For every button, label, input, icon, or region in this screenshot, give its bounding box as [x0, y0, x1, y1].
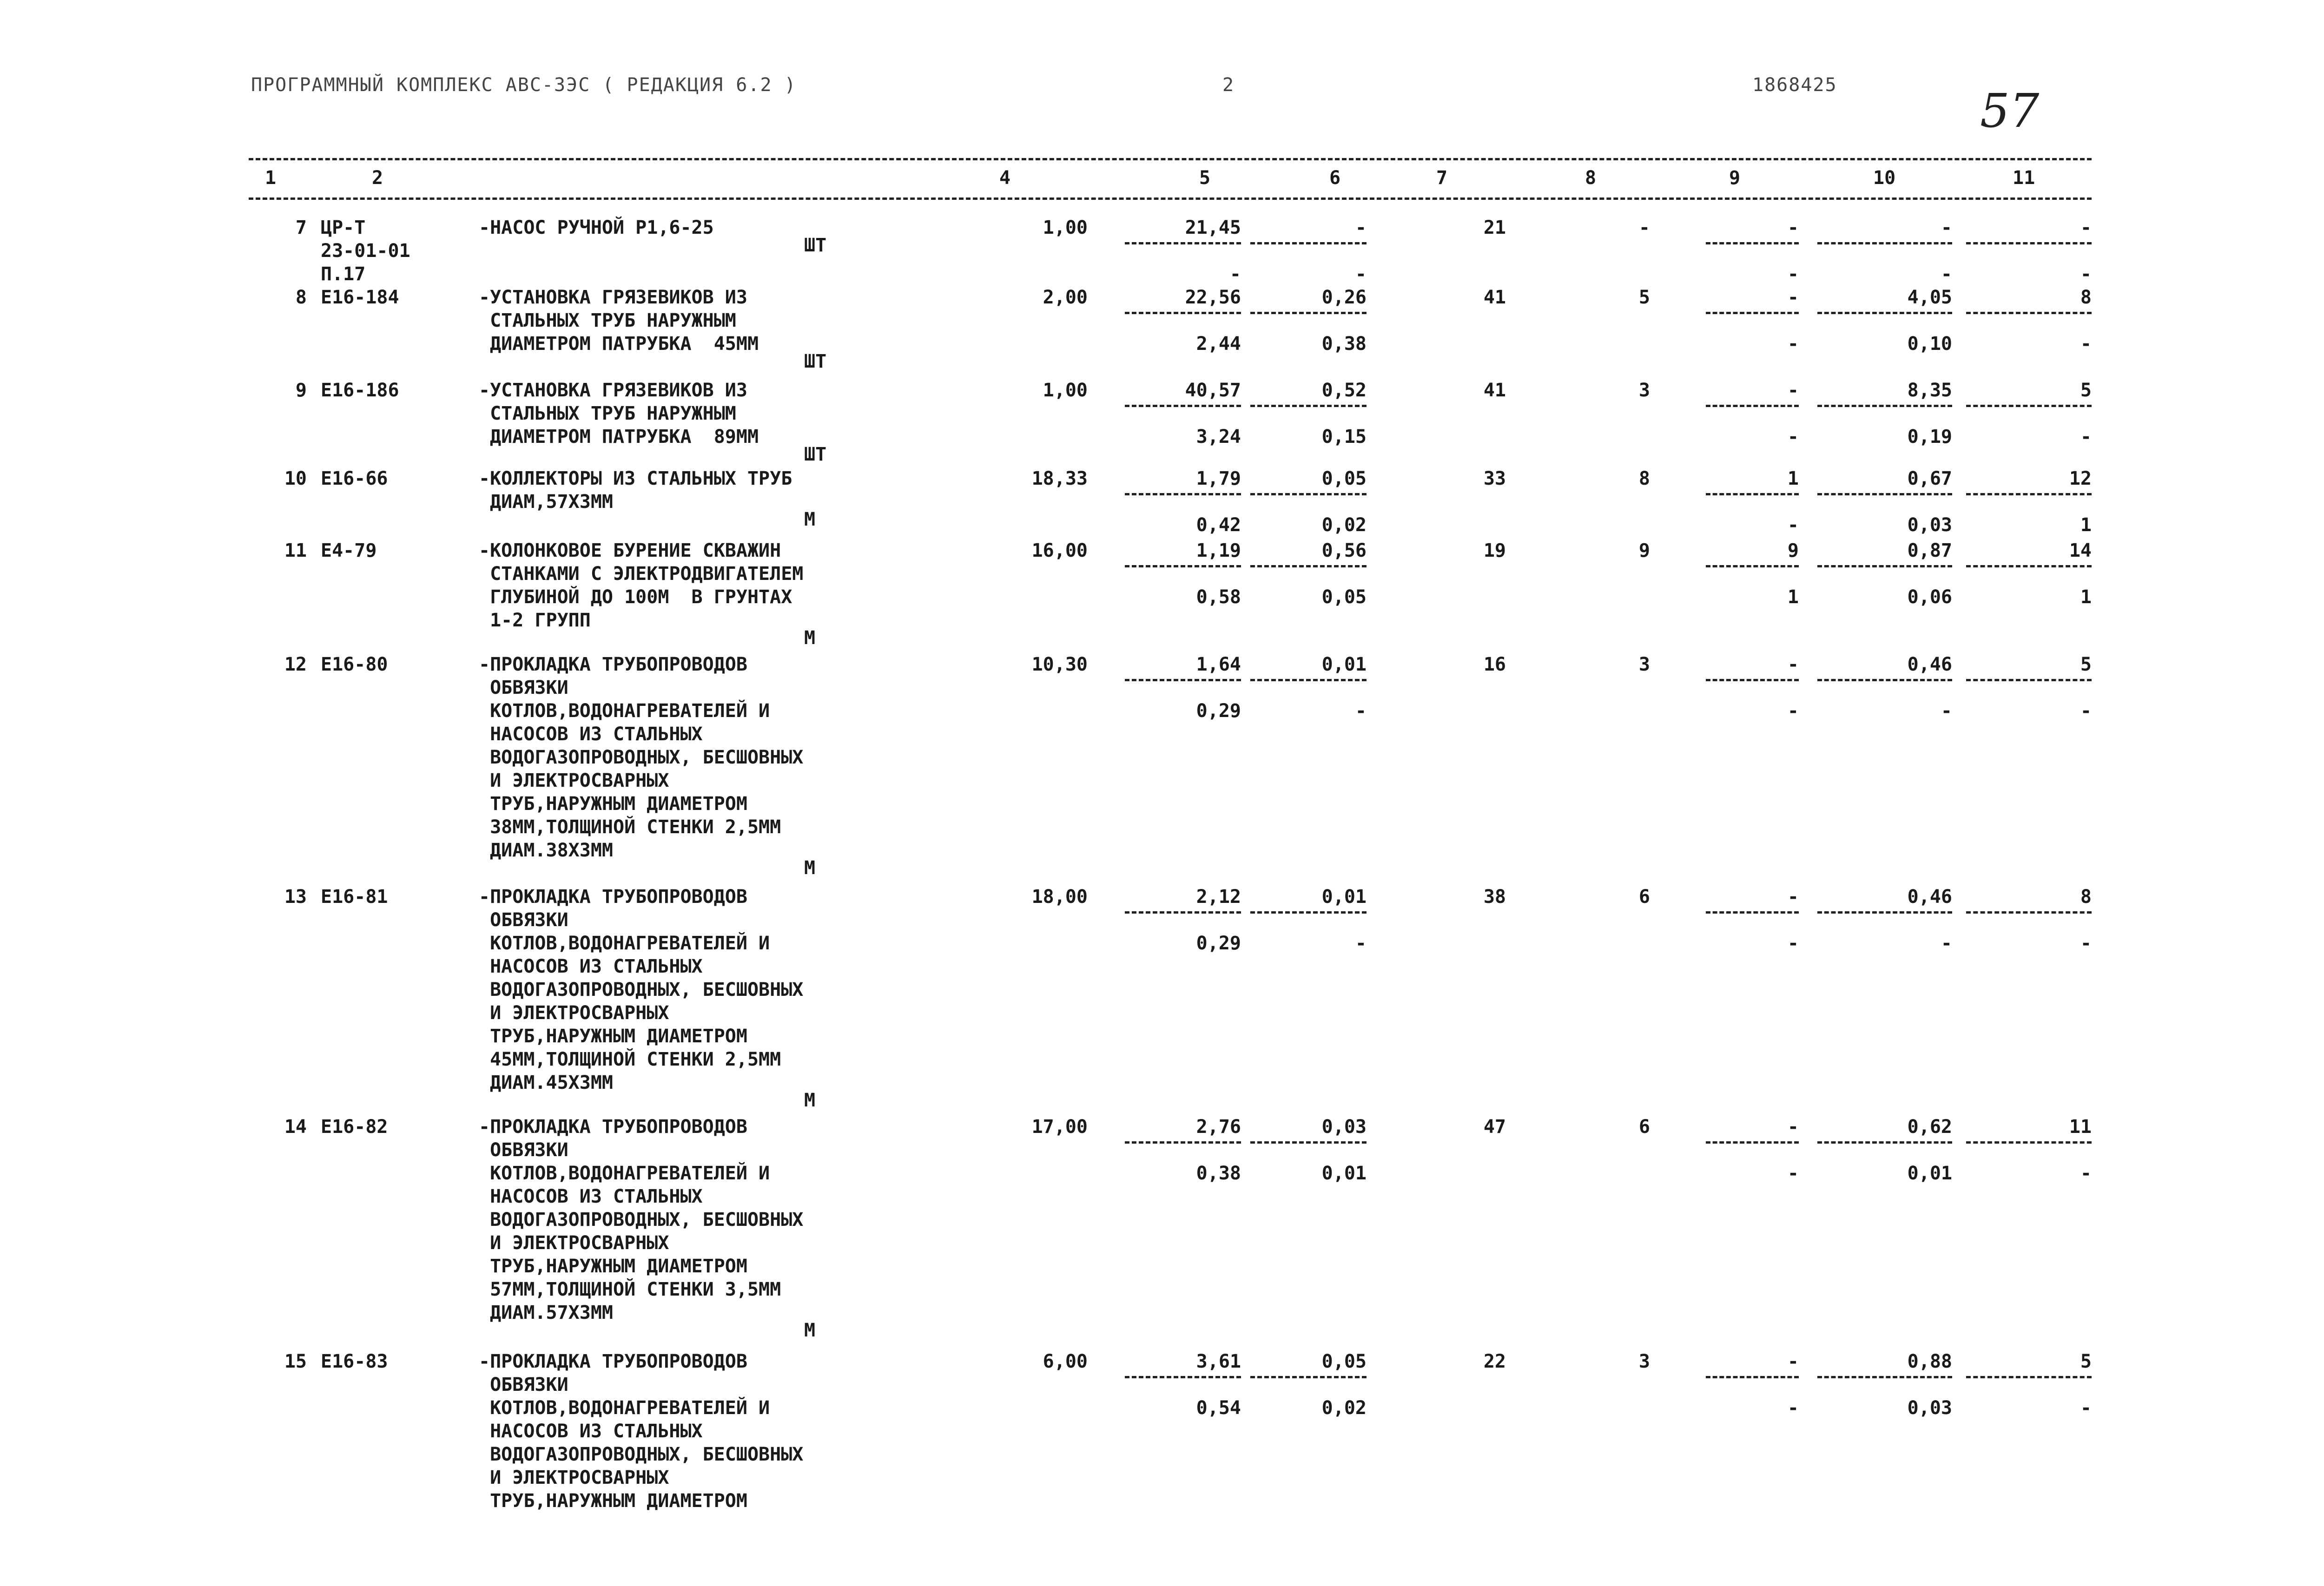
value-col10: 0,62 — [1817, 1115, 1952, 1144]
value-col10: 0,88 — [1817, 1350, 1952, 1378]
value-col7: 19 — [1483, 540, 1506, 561]
row-number: 15 — [284, 1351, 307, 1372]
value-col6-lower: 0,02 — [1321, 514, 1367, 536]
rate-code: Е16-186 — [321, 380, 399, 401]
value-col10: 0,87 — [1817, 539, 1952, 567]
value-col5: 1,19 — [1125, 539, 1241, 567]
value-col7: 33 — [1483, 468, 1506, 489]
unit-of-measure: М — [804, 509, 816, 530]
value-col10-lower: 0,03 — [1907, 514, 1952, 536]
quantity: 2,00 — [1043, 287, 1088, 308]
unit-of-measure: ШТ — [804, 351, 827, 372]
value-col10-lower: - — [1941, 263, 1952, 285]
row-number: 13 — [284, 886, 307, 908]
value-col5: 2,76 — [1125, 1115, 1241, 1144]
row-number: 10 — [284, 468, 307, 489]
sheet-number: 2 — [1222, 74, 1235, 96]
unit-of-measure: М — [804, 1090, 816, 1111]
work-description: -УСТАНОВКА ГРЯЗЕВИКОВ ИЗ СТАЛЬНЫХ ТРУБ НАРУЖНЫМ ДИАМЕТРОМ ПАТРУБКА 89ММ — [479, 380, 759, 448]
page-number: 57 — [1980, 84, 2040, 138]
value-col11-lower: 1 — [2080, 586, 2092, 608]
value-col11: 12 — [1966, 467, 2092, 495]
value-col6: 0,56 — [1250, 539, 1367, 567]
header-rule — [249, 197, 2092, 200]
value-col10: 0,46 — [1817, 653, 1952, 681]
value-col9: - — [1706, 653, 1799, 681]
value-col8: 3 — [1638, 654, 1650, 675]
value-col10: - — [1817, 216, 1952, 244]
quantity: 18,00 — [1031, 886, 1088, 908]
value-col6-lower: - — [1355, 933, 1367, 954]
value-col10: 0,46 — [1817, 885, 1952, 914]
rate-code: Е16-184 — [321, 287, 399, 308]
value-col5-lower: 2,44 — [1196, 333, 1241, 355]
row-number: 12 — [284, 654, 307, 675]
value-col5: 3,61 — [1125, 1350, 1241, 1378]
value-col11: 11 — [1966, 1115, 2092, 1144]
value-col6: 0,05 — [1250, 467, 1367, 495]
value-col6-lower: 0,15 — [1321, 426, 1367, 448]
work-description: -ПРОКЛАДКА ТРУБОПРОВОДОВ ОБВЯЗКИ КОТЛОВ,ВОДОНАГРЕВАТЕЛЕЙ И НАСОСОВ ИЗ СТАЛЬНЫХ ВОДОГАЗОПРОВОДНЫХ, БЕСШОВНЫХ И ЭЛЕКТРОСВАРНЫХ ТРУБ,НАРУЖНЫМ ДИАМЕТРОМ — [479, 1351, 804, 1512]
value-col5: 1,64 — [1125, 653, 1241, 681]
value-col10: 0,67 — [1817, 467, 1952, 495]
value-col10-lower: 0,01 — [1907, 1163, 1952, 1184]
value-col5: 40,57 — [1125, 379, 1241, 407]
quantity: 6,00 — [1043, 1351, 1088, 1372]
value-col10-lower: - — [1941, 700, 1952, 722]
value-col5-lower: 0,29 — [1196, 933, 1241, 954]
value-col11-lower: - — [2080, 700, 2092, 722]
value-col8: 9 — [1638, 540, 1650, 561]
value-col8: 6 — [1638, 1116, 1650, 1138]
quantity: 1,00 — [1043, 380, 1088, 401]
work-description: -ПРОКЛАДКА ТРУБОПРОВОДОВ ОБВЯЗКИ КОТЛОВ,ВОДОНАГРЕВАТЕЛЕЙ И НАСОСОВ ИЗ СТАЛЬНЫХ ВОДОГАЗОПРОВОДНЫХ, БЕСШОВНЫХ И ЭЛЕКТРОСВАРНЫХ ТРУБ,НАРУЖНЫМ ДИАМЕТРОМ 45ММ,ТОЛЩИНОЙ СТЕНКИ 2,5ММ ДИАМ.45Х3ММ — [479, 886, 804, 1093]
value-col6: 0,05 — [1250, 1350, 1367, 1378]
value-col7: 21 — [1483, 217, 1506, 238]
value-col5-lower: 3,24 — [1196, 426, 1241, 448]
row-number: 14 — [284, 1116, 307, 1138]
value-col9: - — [1706, 885, 1799, 914]
rate-code: ЦР-Т 23-01-01 П.17 — [321, 217, 410, 285]
row-number: 8 — [295, 287, 307, 308]
row-number: 11 — [284, 540, 307, 561]
value-col6-lower: - — [1355, 700, 1367, 722]
value-col11-lower: - — [2080, 1163, 2092, 1184]
value-col11-lower: - — [2080, 263, 2092, 285]
value-col6: 0,52 — [1250, 379, 1367, 407]
value-col9: - — [1706, 379, 1799, 407]
column-header-11: 11 — [2013, 167, 2035, 189]
value-col9-lower: 1 — [1787, 586, 1799, 608]
rate-code: Е16-82 — [321, 1116, 388, 1138]
value-col8: - — [1638, 217, 1650, 238]
value-col10-lower: 0,03 — [1907, 1397, 1952, 1419]
value-col11-lower: - — [2080, 333, 2092, 355]
value-col9-lower: - — [1787, 1397, 1799, 1419]
value-col10-lower: 0,06 — [1907, 586, 1952, 608]
value-col11-lower: - — [2080, 426, 2092, 448]
value-col5: 21,45 — [1125, 216, 1241, 244]
unit-of-measure: М — [804, 627, 816, 649]
value-col5: 2,12 — [1125, 885, 1241, 914]
work-description: -УСТАНОВКА ГРЯЗЕВИКОВ ИЗ СТАЛЬНЫХ ТРУБ НАРУЖНЫМ ДИАМЕТРОМ ПАТРУБКА 45ММ — [479, 287, 759, 355]
value-col6: 0,01 — [1250, 885, 1367, 914]
value-col9-lower: - — [1787, 426, 1799, 448]
value-col9: - — [1706, 286, 1799, 314]
value-col11-lower: - — [2080, 933, 2092, 954]
unit-of-measure: ШТ — [804, 235, 827, 256]
value-col8: 5 — [1638, 287, 1650, 308]
value-col6: - — [1250, 216, 1367, 244]
value-col9-lower: - — [1787, 263, 1799, 285]
value-col6: 0,01 — [1250, 653, 1367, 681]
value-col6-lower: 0,38 — [1321, 333, 1367, 355]
value-col5-lower: - — [1229, 263, 1241, 285]
value-col11: 5 — [1966, 1350, 2092, 1378]
value-col9-lower: - — [1787, 1163, 1799, 1184]
value-col6-lower: 0,02 — [1321, 1397, 1367, 1419]
value-col6-lower: - — [1355, 263, 1367, 285]
rate-code: Е16-80 — [321, 654, 388, 675]
value-col7: 38 — [1483, 886, 1506, 908]
value-col7: 22 — [1483, 1351, 1506, 1372]
column-header-1: 1 — [265, 167, 277, 189]
value-col9: - — [1706, 1115, 1799, 1144]
top-rule — [249, 158, 2092, 160]
value-col11-lower: 1 — [2080, 514, 2092, 536]
unit-of-measure: М — [804, 1320, 816, 1341]
column-header-2: 2 — [372, 167, 383, 189]
value-col7: 41 — [1483, 380, 1506, 401]
value-col9: - — [1706, 1350, 1799, 1378]
unit-of-measure: ШТ — [804, 444, 827, 465]
column-header-10: 10 — [1873, 167, 1896, 189]
column-header-4: 4 — [999, 167, 1011, 189]
value-col6: 0,26 — [1250, 286, 1367, 314]
value-col6: 0,03 — [1250, 1115, 1367, 1144]
value-col11: 8 — [1966, 286, 2092, 314]
value-col11: 14 — [1966, 539, 2092, 567]
quantity: 17,00 — [1031, 1116, 1088, 1138]
quantity: 10,30 — [1031, 654, 1088, 675]
quantity: 18,33 — [1031, 468, 1088, 489]
value-col5: 1,79 — [1125, 467, 1241, 495]
value-col10: 8,35 — [1817, 379, 1952, 407]
work-description: -ПРОКЛАДКА ТРУБОПРОВОДОВ ОБВЯЗКИ КОТЛОВ,ВОДОНАГРЕВАТЕЛЕЙ И НАСОСОВ ИЗ СТАЛЬНЫХ ВОДОГАЗОПРОВОДНЫХ, БЕСШОВНЫХ И ЭЛЕКТРОСВАРНЫХ ТРУБ,НАРУЖНЫМ ДИАМЕТРОМ 38ММ,ТОЛЩИНОЙ СТЕНКИ 2,5ММ ДИАМ.38Х3ММ — [479, 654, 804, 861]
work-description: -ПРОКЛАДКА ТРУБОПРОВОДОВ ОБВЯЗКИ КОТЛОВ,ВОДОНАГРЕВАТЕЛЕЙ И НАСОСОВ ИЗ СТАЛЬНЫХ ВОДОГАЗОПРОВОДНЫХ, БЕСШОВНЫХ И ЭЛЕКТРОСВАРНЫХ ТРУБ,НАРУЖНЫМ ДИАМЕТРОМ 57ММ,ТОЛЩИНОЙ СТЕНКИ 3,5ММ ДИАМ.57Х3ММ — [479, 1116, 804, 1323]
column-header-5: 5 — [1199, 167, 1211, 189]
value-col8: 6 — [1638, 886, 1650, 908]
document-code: 1868425 — [1752, 74, 1837, 96]
value-col5: 22,56 — [1125, 286, 1241, 314]
column-header-8: 8 — [1585, 167, 1597, 189]
value-col10-lower: - — [1941, 933, 1952, 954]
value-col9-lower: - — [1787, 333, 1799, 355]
rate-code: Е16-66 — [321, 468, 388, 489]
value-col8: 3 — [1638, 1351, 1650, 1372]
quantity: 1,00 — [1043, 217, 1088, 238]
work-description: -КОЛОНКОВОЕ БУРЕНИЕ СКВАЖИН СТАНКАМИ С ЭЛЕКТРОДВИГАТЕЛЕМ ГЛУБИНОЙ ДО 100М В ГРУНТАХ 1-2 ГРУПП — [479, 540, 804, 631]
value-col7: 16 — [1483, 654, 1506, 675]
value-col6-lower: 0,01 — [1321, 1163, 1367, 1184]
value-col11: 8 — [1966, 885, 2092, 914]
value-col7: 47 — [1483, 1116, 1506, 1138]
column-header-7: 7 — [1436, 167, 1448, 189]
program-header: ПРОГРАММНЫЙ КОМПЛЕКС АВС-3ЭС ( РЕДАКЦИЯ 6.2 ) — [251, 74, 797, 96]
value-col5-lower: 0,29 — [1196, 700, 1241, 722]
value-col5-lower: 0,38 — [1196, 1163, 1241, 1184]
rate-code: Е16-81 — [321, 886, 388, 908]
row-number: 7 — [295, 217, 307, 238]
value-col11-lower: - — [2080, 1397, 2092, 1419]
column-header-6: 6 — [1329, 167, 1341, 189]
work-description: -НАСОС РУЧНОЙ Р1,6-25 — [479, 217, 714, 238]
value-col5-lower: 0,58 — [1196, 586, 1241, 608]
value-col9: 9 — [1706, 539, 1799, 567]
rate-code: Е16-83 — [321, 1351, 388, 1372]
work-description: -КОЛЛЕКТОРЫ ИЗ СТАЛЬНЫХ ТРУБ ДИАМ,57Х3ММ — [479, 468, 792, 513]
value-col9: 1 — [1706, 467, 1799, 495]
value-col9-lower: - — [1787, 933, 1799, 954]
quantity: 16,00 — [1031, 540, 1088, 561]
value-col6-lower: 0,05 — [1321, 586, 1367, 608]
value-col11: 5 — [1966, 379, 2092, 407]
unit-of-measure: М — [804, 857, 816, 879]
value-col8: 8 — [1638, 468, 1650, 489]
value-col10-lower: 0,10 — [1907, 333, 1952, 355]
value-col7: 41 — [1483, 287, 1506, 308]
value-col8: 3 — [1638, 380, 1650, 401]
rate-code: Е4-79 — [321, 540, 377, 561]
value-col10-lower: 0,19 — [1907, 426, 1952, 448]
value-col10: 4,05 — [1817, 286, 1952, 314]
row-number: 9 — [295, 380, 307, 401]
value-col11: 5 — [1966, 653, 2092, 681]
value-col9-lower: - — [1787, 514, 1799, 536]
column-header-9: 9 — [1729, 167, 1741, 189]
value-col5-lower: 0,42 — [1196, 514, 1241, 536]
value-col11: - — [1966, 216, 2092, 244]
value-col5-lower: 0,54 — [1196, 1397, 1241, 1419]
value-col9: - — [1706, 216, 1799, 244]
value-col9-lower: - — [1787, 700, 1799, 722]
